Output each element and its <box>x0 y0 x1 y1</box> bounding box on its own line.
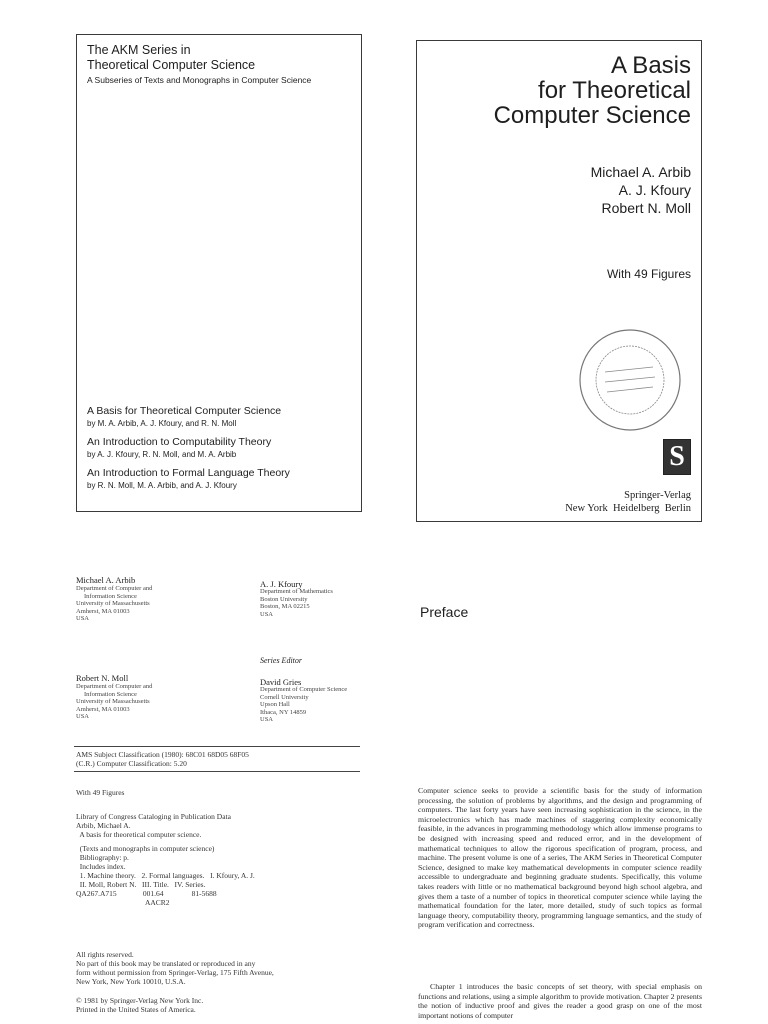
divider <box>74 746 360 747</box>
address-line: USA <box>76 713 90 720</box>
springer-logo-icon: S <box>663 439 691 475</box>
editor-address-gries <box>260 678 380 724</box>
figures-note: With 49 Figures <box>76 788 125 797</box>
library-stamp-icon <box>577 327 683 433</box>
address-name: David Gries <box>260 677 302 687</box>
author-address-kfoury <box>260 580 380 618</box>
book-title: A Basis for Theoretical Computer Science <box>87 405 282 417</box>
cip-line: Includes index. <box>76 862 126 871</box>
book-authors: by R. N. Moll, M. A. Arbib, and A. J. Kfoury <box>87 481 237 490</box>
preface-paragraph: Computer science seeks to provide a scientific basis for the study of information processing, the solution of problems by algorithms, and the design and programming of computers. The last forty years have seen increasing sophistication in the science, in the microelectronics which has made machines of staggering complexity economically feasible, in the advances in programming methodology which allow immense programs to be designed with increasing speed and reduced error, and in the development of mathematical techniques to allow the rigorous specification of program, process, and machine. The present volume is one of a series, The AKM Series in Theoretical Computer Science, designed to make key mathematical developments in computer science readily accessible to undergraduate and beginning graduate students. Specifically, this volume takes readers with little or no mathematical background beyond high school algebra, and gives them a taste of a number of topics in theoretical computer science while laying the mathematical foundation for the later, more detailed, study of such topics as formal language theory, computability theory, programming language semantics, and the study of program verification and correctness. <box>418 786 702 930</box>
copyright-block <box>76 996 366 1014</box>
book-title: An Introduction to Formal Language Theory <box>87 467 290 479</box>
address-line: Boston, MA 02215 <box>260 603 310 610</box>
address-line: Information Science <box>84 690 137 698</box>
address-line: Information Science <box>84 592 137 600</box>
address-line: Amherst, MA 01003 <box>76 705 130 713</box>
author-address-moll <box>76 674 236 721</box>
address-line: Department of Computer Science <box>260 686 348 693</box>
cip-line: Bibliography: p. <box>76 853 129 862</box>
series-title: The AKM Series in Theoretical Computer Science <box>87 43 256 72</box>
book-title: An Introduction to Computability Theory <box>87 436 272 448</box>
preface-paragraph: Chapter 1 introduces the basic concepts of set theory, with special emphasis on functions and relations, using a simple algorithm to provide motivation. Chapter 2 presents the notion of inductive proof and gives the reader a good grasp on one of the most important notions of computer <box>418 982 702 1020</box>
copyright-line: © 1981 by Springer-Verlag New York Inc. <box>76 996 204 1005</box>
book-authors: by A. J. Kfoury, R. N. Moll, and M. A. Arbib <box>87 450 237 459</box>
book-entry <box>87 436 355 460</box>
rights-block <box>76 950 366 986</box>
copyright-line: Printed in the United States of America. <box>76 1005 196 1014</box>
author-list <box>591 163 691 217</box>
cip-line: Arbib, Michael A. <box>76 821 131 830</box>
address-line: Department of Computer and <box>76 585 153 592</box>
series-subtitle: A Subseries of Texts and Monographs in Computer Science <box>87 75 312 85</box>
book-entry <box>87 405 355 429</box>
book-entry <box>87 467 355 491</box>
rights-line: All rights reserved. <box>76 950 134 959</box>
address-line: Department of Computer and <box>76 683 153 690</box>
preface-heading: Preface <box>420 604 469 620</box>
series-book-list <box>87 405 355 498</box>
title-line: A Basis <box>610 52 691 79</box>
divider <box>74 771 360 772</box>
address-name: Michael A. Arbib <box>76 575 136 585</box>
cip-line: 1. Machine theory. 2. Formal languages. I. Kfoury, A. J. <box>76 871 255 880</box>
address-line: Boston University <box>260 595 308 603</box>
cip-block <box>76 812 366 907</box>
title-line: Computer Science <box>493 102 691 129</box>
publisher-block <box>565 489 691 515</box>
cip-line: (Texts and monographs in computer science) <box>76 844 215 853</box>
address-line: USA <box>260 610 274 618</box>
cr-classification: (C.R.) Computer Classification: 5.20 <box>76 759 187 768</box>
address-line: Amherst, MA 01003 <box>76 607 130 615</box>
address-line: Upson Hall <box>260 701 290 708</box>
title-line: for Theoretical <box>538 77 691 104</box>
author-address-arbib <box>76 576 236 623</box>
cip-line: A basis for theoretical computer science. <box>76 830 202 839</box>
address-line: Ithaca, NY 14859 <box>260 708 307 716</box>
cip-title: Library of Congress Cataloging in Publication Data <box>76 812 231 821</box>
address-line: University of Massachusetts <box>76 600 150 607</box>
address-line: USA <box>260 716 274 723</box>
publisher-name: Springer-Verlag <box>624 490 691 501</box>
ams-classification: AMS Subject Classification (1980): 68C01 68D05 68F05 <box>76 750 249 759</box>
book-authors: by M. A. Arbib, A. J. Kfoury, and R. N. Moll <box>87 419 237 428</box>
address-name: Robert N. Moll <box>76 673 129 683</box>
rights-line: form without permission from Springer-Verlag, 175 Fifth Avenue, <box>76 968 274 977</box>
book-title-block <box>494 53 691 128</box>
cip-line: QA267.A715 001.64 81-5688 <box>76 889 217 898</box>
series-editor-label: Series Editor <box>260 656 302 665</box>
address-line: Department of Mathematics <box>260 588 333 595</box>
cip-line: II. Moll, Robert N. III. Title. IV. Series. <box>76 880 206 889</box>
address-line: USA <box>76 615 90 622</box>
address-name: A. J. Kfoury <box>260 579 303 589</box>
title-page <box>416 40 702 522</box>
author-name: Michael A. Arbib <box>590 164 691 180</box>
address-line: Cornell University <box>260 693 309 701</box>
author-name: Robert N. Moll <box>601 200 691 216</box>
cip-line: AACR2 <box>76 898 170 907</box>
rights-line: No part of this book may be translated or reproduced in any <box>76 959 256 968</box>
series-page <box>76 34 362 512</box>
figures-note: With 49 Figures <box>606 267 691 281</box>
author-name: A. J. Kfoury <box>618 182 691 198</box>
rights-line: New York, New York 10010, U.S.A. <box>76 977 186 986</box>
address-line: University of Massachusetts <box>76 698 150 705</box>
publisher-cities: New York Heidelberg Berlin <box>565 503 691 514</box>
